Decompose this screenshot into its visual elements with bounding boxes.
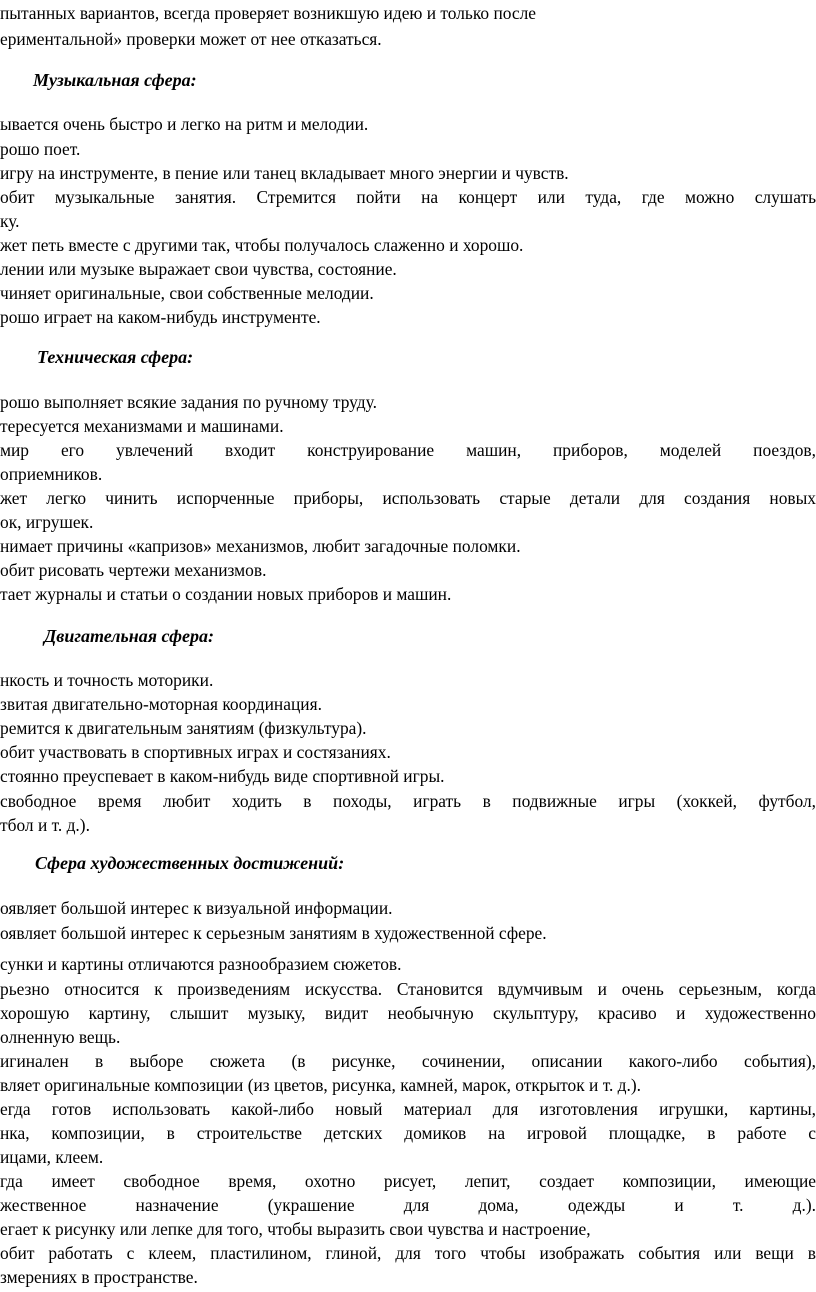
music-item: рошо играет на каком-нибудь инструменте.	[0, 307, 321, 327]
tech-item: обит рисовать чертежи механизмов.	[0, 560, 267, 580]
art-item: обит работать с клеем, пластилином, глиной, для того чтобы изображать события или вещи в	[0, 1243, 816, 1263]
tech-item: ок, игрушек.	[0, 512, 94, 532]
music-item: ку.	[0, 211, 20, 231]
tech-item: оприемников.	[0, 464, 103, 484]
music-item: лении или музыке выражает свои чувства, состояние.	[0, 259, 397, 279]
music-item: ывается очень быстро и легко на ритм и мелодии.	[0, 114, 369, 134]
art-item: ицами, клеем.	[0, 1147, 104, 1167]
art-item: сунки и картины отличаются разнообразием сюжетов.	[0, 954, 402, 974]
art-item: жественное назначение (украшение для дома, одежды и т. д.).	[0, 1195, 816, 1215]
music-item: обит музыкальные занятия. Стремится пойти на концерт или туда, где можно слушать	[0, 187, 816, 207]
tech-item: жет легко чинить испорченные приборы, использовать старые детали для создания новых	[0, 488, 816, 508]
art-item: гда имеет свободное время, охотно рисует, лепит, создает композиции, имеющие	[0, 1171, 816, 1191]
music-item: чиняет оригинальные, свои собственные мелодии.	[0, 283, 374, 303]
tech-item: тает журналы и статьи о создании новых приборов и машин.	[0, 584, 452, 604]
motor-item: звитая двигательно-моторная координация.	[0, 694, 322, 714]
music-item: рошо поет.	[0, 139, 81, 159]
motor-item: стоянно преуспевает в каком-нибудь виде спортивной игры.	[0, 766, 445, 786]
art-item: оявляет большой интерес к визуальной информации.	[0, 898, 393, 918]
heading-art: Сфера художественных достижений:	[35, 853, 345, 873]
music-item: игру на инструменте, в пение или танец вкладывает много энергии и чувств.	[0, 163, 569, 183]
art-item: хорошую картину, слышит музыку, видит необычную скульптуру, красиво и художественно	[0, 1003, 816, 1023]
art-item: рьезно относится к произведениям искусства. Становится вдумчивым и очень серьезным, когда	[0, 979, 816, 999]
intro-line-1: пытанных вариантов, всегда проверяет возникшую идею и только после	[0, 3, 537, 23]
tech-item: нимает причины «капризов» механизмов, любит загадочные поломки.	[0, 536, 521, 556]
tech-item: рошо выполняет всякие задания по ручному труду.	[0, 392, 377, 412]
intro-line-2: ериментальной» проверки может от нее отказаться.	[0, 29, 382, 49]
art-item: егает к рисунку или лепке для того, чтобы выразить свои чувства и настроение,	[0, 1219, 591, 1239]
art-item: егда готов использовать какой-либо новый материал для изготовления игрушки, картины,	[0, 1099, 816, 1119]
heading-motor: Двигательная сфера:	[44, 626, 214, 646]
motor-item: свободное время любит ходить в походы, играть в подвижные игры (хоккей, футбол,	[0, 791, 816, 811]
art-item: игинален в выборе сюжета (в рисунке, сочинении, описании какого-либо события),	[0, 1051, 816, 1071]
tech-item: мир его увлечений входит конструирование машин, приборов, моделей поездов,	[0, 440, 816, 460]
music-item: жет петь вместе с другими так, чтобы получалось слаженно и хорошо.	[0, 235, 524, 255]
art-item: вляет оригинальные композиции (из цветов, рисунка, камней, марок, открыток и т. д.).	[0, 1075, 642, 1095]
motor-item: нкость и точность моторики.	[0, 670, 214, 690]
heading-music: Музыкальная сфера:	[33, 70, 197, 90]
art-item: змерениях в пространстве.	[0, 1267, 198, 1287]
motor-item: обит участвовать в спортивных играх и состязаниях.	[0, 742, 391, 762]
motor-item: тбол и т. д.).	[0, 815, 90, 835]
art-item: нка, композиции, в строительстве детских домиков на игровой площадке, в работе с	[0, 1123, 816, 1143]
tech-item: тересуется механизмами и машинами.	[0, 416, 284, 436]
motor-item: ремится к двигательным занятиям (физкультура).	[0, 718, 367, 738]
art-item: оявляет большой интерес к серьезным занятиям в художественной сфере.	[0, 923, 547, 943]
art-item: олненную вещь.	[0, 1027, 121, 1047]
heading-tech: Техническая сфера:	[37, 347, 194, 367]
